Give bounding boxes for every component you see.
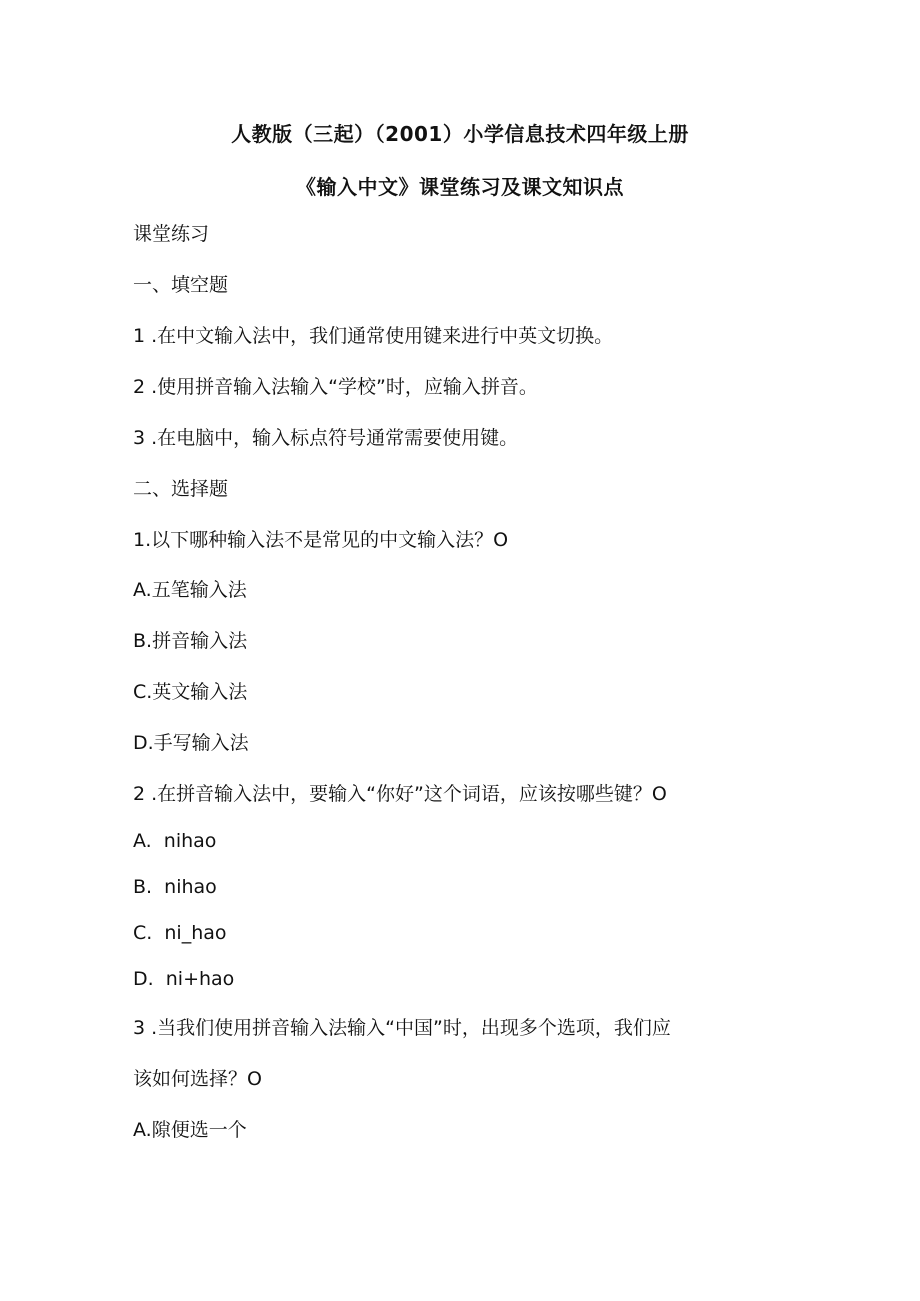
choice-q1-option-d: D.手写输入法 xyxy=(133,732,249,754)
choice-question-3-line1: 3 .当我们使用拼音输入法输入“中国”时，出现多个选项，我们应 xyxy=(133,1017,671,1039)
choice-question-1: 1.以下哪种输入法不是常见的中文输入法？O xyxy=(133,529,509,551)
fill-blank-question-1: 1 .在中文输入法中，我们通常使用键来进行中英文切换。 xyxy=(133,325,614,347)
section-heading-practice: 课堂练习 xyxy=(133,223,210,245)
choice-q2-option-d: D. ni+hao xyxy=(133,968,235,990)
choice-q1-option-a: A.五笔输入法 xyxy=(133,579,247,601)
document-title-line1: 人教版（三起）（2001）小学信息技术四年级上册 xyxy=(231,122,689,146)
choice-q2-option-a: A. nihao xyxy=(133,830,217,852)
fill-blank-heading: 一、填空题 xyxy=(133,274,229,296)
document-title-line2: 《输入中文》课堂练习及课文知识点 xyxy=(296,175,624,199)
choice-question-3-line2: 该如何选择？O xyxy=(133,1068,262,1090)
choice-q2-option-c: C. ni_hao xyxy=(133,922,227,944)
fill-blank-question-2: 2 .使用拼音输入法输入“学校”时，应输入拼音。 xyxy=(133,376,538,398)
choice-q2-option-b: B. nihao xyxy=(133,876,217,898)
fill-blank-question-3: 3 .在电脑中，输入标点符号通常需要使用键。 xyxy=(133,427,519,449)
choice-q3-option-a: A.隙便选一个 xyxy=(133,1119,247,1141)
choice-question-2: 2 .在拼音输入法中，要输入“你好”这个词语，应该按哪些键？O xyxy=(133,783,667,805)
choice-q1-option-c: C.英文输入法 xyxy=(133,681,248,703)
choice-heading: 二、选择题 xyxy=(133,478,229,500)
choice-q1-option-b: B.拼音输入法 xyxy=(133,630,248,652)
